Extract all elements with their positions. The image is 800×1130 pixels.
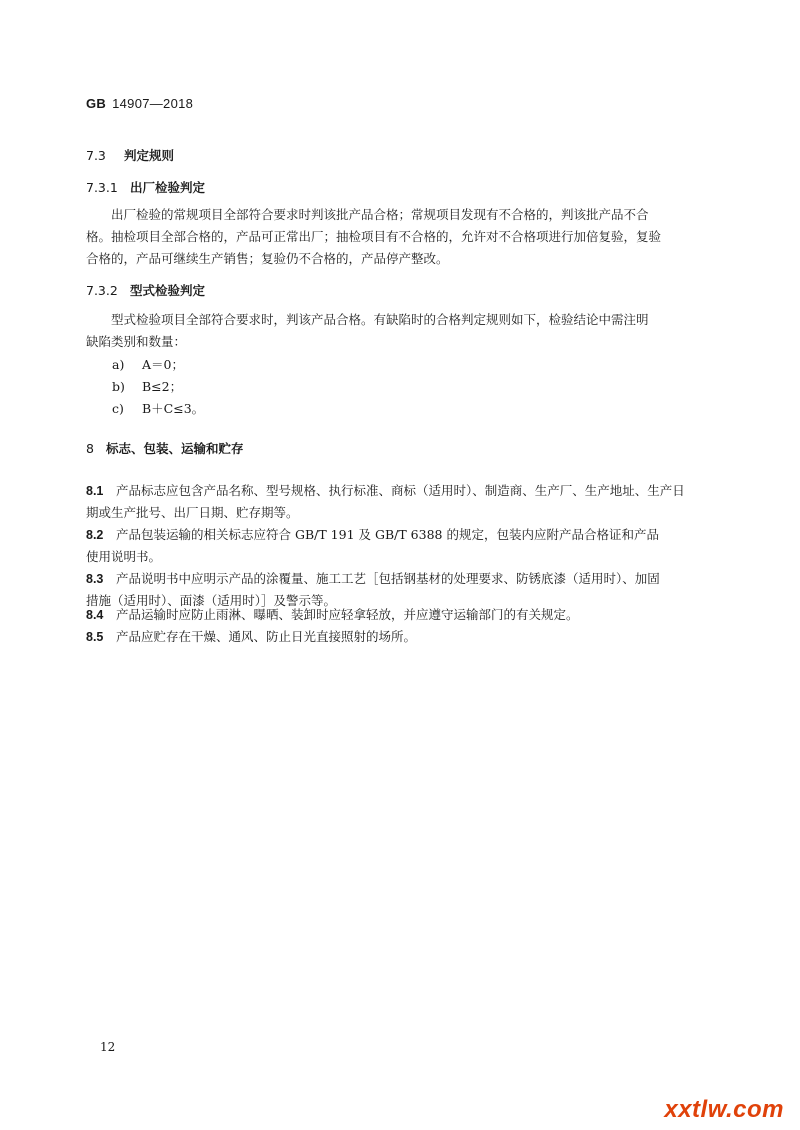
list-label: c) bbox=[112, 401, 124, 416]
page-number: 12 bbox=[100, 1040, 116, 1054]
clause-line: 产品说明书中应明示产品的涂覆量、施工工艺［包括钢基材的处理要求、防锈底漆（适用时）、加固 bbox=[116, 571, 660, 586]
clause-number: 8.5 bbox=[86, 630, 104, 644]
section-title: 标志、包装、运输和贮存 bbox=[106, 441, 244, 456]
list-item bbox=[112, 377, 182, 395]
clause-line: 产品标志应包含产品名称、型号规格、执行标准、商标（适用时）、制造商、生产厂、生产地址、生产日 bbox=[116, 483, 685, 498]
clause-line: 产品包装运输的相关标志应符合 GB/T 191 及 GB/T 6388 的规定，包装内应附产品合格证和产品 bbox=[116, 527, 659, 542]
list-text: B＋C≤3。 bbox=[142, 401, 205, 416]
section-title: 判定规则 bbox=[124, 148, 175, 163]
section-number: 7.3.2 bbox=[86, 283, 118, 298]
clause-8-1 bbox=[86, 480, 726, 524]
list-text: B≤2； bbox=[142, 379, 183, 394]
standard-code: 14907—2018 bbox=[112, 96, 194, 111]
clause-number: 8.2 bbox=[86, 528, 104, 542]
standard-code-header bbox=[86, 96, 193, 111]
site-watermark: xxtlw.com bbox=[664, 1096, 784, 1123]
clause-line: 期或生产批号、出厂日期、贮存期等。 bbox=[86, 505, 299, 520]
clause-number: 8.3 bbox=[86, 572, 104, 586]
clause-number: 8.1 bbox=[86, 484, 104, 498]
paragraph-line: 出厂检验的常规项目全部符合要求时判该批产品合格；常规项目发现有不合格的，判该批产品不合 bbox=[111, 207, 649, 222]
paragraph-line: 型式检验项目全部符合要求时，判该产品合格。有缺陷时的合格判定规则如下，检验结论中需注明 bbox=[111, 312, 649, 327]
section-7-3-2-body bbox=[86, 309, 726, 353]
standard-prefix: GB bbox=[86, 96, 107, 111]
paragraph-line: 合格的，产品可继续生产销售；复验仍不合格的，产品停产整改。 bbox=[86, 251, 449, 266]
list-item bbox=[112, 399, 204, 417]
clause-line: 产品应贮存在干燥、通风、防止日光直接照射的场所。 bbox=[116, 629, 417, 644]
clause-number: 8.4 bbox=[86, 608, 104, 622]
clause-line: 使用说明书。 bbox=[86, 549, 162, 564]
section-8-heading bbox=[86, 439, 244, 457]
list-text: A＝0； bbox=[142, 357, 184, 372]
list-item bbox=[112, 355, 184, 373]
clause-line: 措施（适用时）、面漆（适用时）］及警示等。 bbox=[86, 593, 337, 608]
section-7-3-heading bbox=[86, 146, 174, 164]
section-title: 出厂检验判定 bbox=[130, 180, 206, 195]
paragraph-line: 缺陷类别和数量： bbox=[86, 334, 187, 349]
section-7-3-2-heading bbox=[86, 281, 205, 299]
list-label: b) bbox=[112, 379, 125, 394]
section-number: 7.3.1 bbox=[86, 180, 118, 195]
paragraph-line: 格。抽检项目全部合格的，产品可正常出厂；抽检项目有不合格的，允许对不合格项进行加倍复验，复验 bbox=[86, 229, 662, 244]
clause-8-2 bbox=[86, 524, 726, 568]
section-number: 8 bbox=[86, 441, 94, 456]
list-label: a) bbox=[112, 357, 125, 372]
clause-8-5 bbox=[86, 626, 726, 648]
section-7-3-1-heading bbox=[86, 178, 205, 196]
clause-8-4 bbox=[86, 604, 726, 626]
section-number: 7.3 bbox=[86, 148, 106, 163]
section-title: 型式检验判定 bbox=[130, 283, 206, 298]
section-7-3-1-body bbox=[86, 204, 726, 270]
clause-line: 产品运输时应防止雨淋、曝晒、装卸时应轻拿轻放，并应遵守运输部门的有关规定。 bbox=[116, 607, 579, 622]
